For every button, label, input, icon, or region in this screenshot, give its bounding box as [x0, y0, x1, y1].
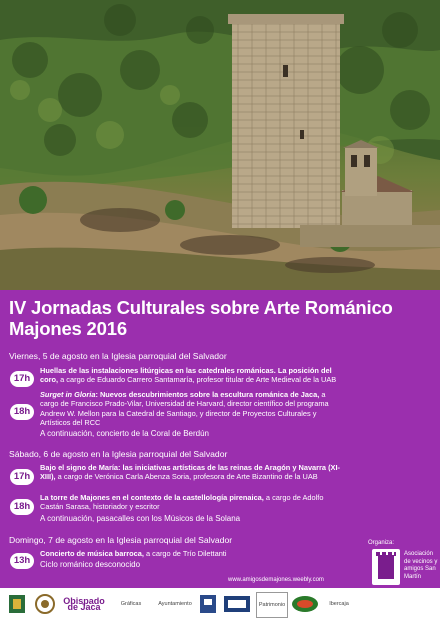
talk-after: Ciclo románico desconocido — [40, 560, 141, 570]
sponsor-logo: Obispado de Jaca — [63, 596, 105, 612]
talk-title-italic: Surget in Gloria — [40, 390, 96, 399]
sponsor-logo: Patrimonio — [256, 592, 288, 618]
organizer-label: Organiza: — [368, 540, 395, 546]
organizer-name: Asociación de vecinos y amigos San Martín — [404, 551, 438, 580]
sponsor-logo — [222, 592, 252, 616]
website-link[interactable]: www.amigosdemajones.weebly.com — [228, 577, 324, 583]
time-badge: 18h — [10, 499, 34, 515]
talk-title: Concierto de música barroca, — [40, 549, 144, 558]
talk-item — [40, 390, 340, 439]
sponsor-logo: Ayuntamiento — [158, 601, 192, 607]
event-title — [9, 297, 393, 339]
talk-after: A continuación, concierto de la Coral de Berdún — [40, 429, 209, 439]
talk-item — [40, 366, 340, 385]
day-heading-saturday: Sábado, 6 de agosto en la Iglesia parroquial del Salvador — [9, 449, 228, 459]
talk-item — [40, 463, 340, 482]
talk-title: : Nuevos descubrimientos sobre la escultura románica de Jaca, — [95, 390, 320, 399]
talk-speaker: a cargo de Verónica Carla Abenza Soria, profesora de Arte Bizantino de la UAB — [57, 472, 318, 482]
talk-after: A continuación, pasacalles con los Músicos de la Solana — [40, 513, 241, 523]
talk-speaker: a cargo de Francisco Prado-Vilar, Universidad de Harvard, director científico del programa Andrew W. Mellon para la Catedral de Santiago, y director de Proyectos Culturales y Artísticos del RCC — [40, 390, 329, 427]
day-heading-friday: Viernes, 5 de agosto en la Iglesia parroquial del Salvador — [9, 351, 227, 361]
sponsor-logo: Gráficas — [120, 601, 142, 607]
talk-item — [40, 493, 340, 524]
sponsor-logo — [196, 592, 220, 616]
event-title-line1: IV Jornadas Culturales sobre Arte Románico — [9, 297, 393, 318]
talk-speaker: a cargo de Trío Dilettanti — [145, 549, 227, 558]
talk-speaker: a cargo de Adolfo Castán Sarasa, historiador y escritor — [40, 493, 324, 512]
time-badge: 17h — [10, 371, 34, 387]
sponsor-logo — [32, 592, 58, 616]
sponsor-logo — [290, 592, 320, 616]
sponsor-logo — [6, 592, 28, 616]
sponsor-strip — [0, 588, 440, 622]
landscape-illustration — [0, 0, 440, 290]
tower-logo-icon — [372, 549, 400, 585]
talk-item — [40, 549, 340, 570]
hero-photo — [0, 0, 440, 290]
day-heading-sunday: Domingo, 7 de agosto en la Iglesia parroquial del Salvador — [9, 535, 233, 545]
talk-title: Huellas de las instalaciones litúrgicas en las catedrales románicas. La posición del coro, — [40, 366, 332, 385]
time-badge: 18h — [10, 404, 34, 420]
organizer-block — [360, 540, 440, 588]
event-title-line2: Majones 2016 — [9, 318, 127, 339]
talk-speaker: a cargo de Eduardo Carrero Santamaría, profesor titular de Arte Medieval de la UAB — [60, 375, 337, 385]
talk-title: Bajo el signo de María: las iniciativas artísticas de las reinas de Aragón y Navarra (XI-XIII), — [40, 463, 340, 482]
talk-title: La torre de Majones en el contexto de la castellología pirenaica, — [40, 493, 264, 502]
time-badge: 17h — [10, 469, 34, 485]
time-badge: 13h — [10, 553, 34, 569]
sponsor-logo: Ibercaja — [329, 601, 349, 607]
